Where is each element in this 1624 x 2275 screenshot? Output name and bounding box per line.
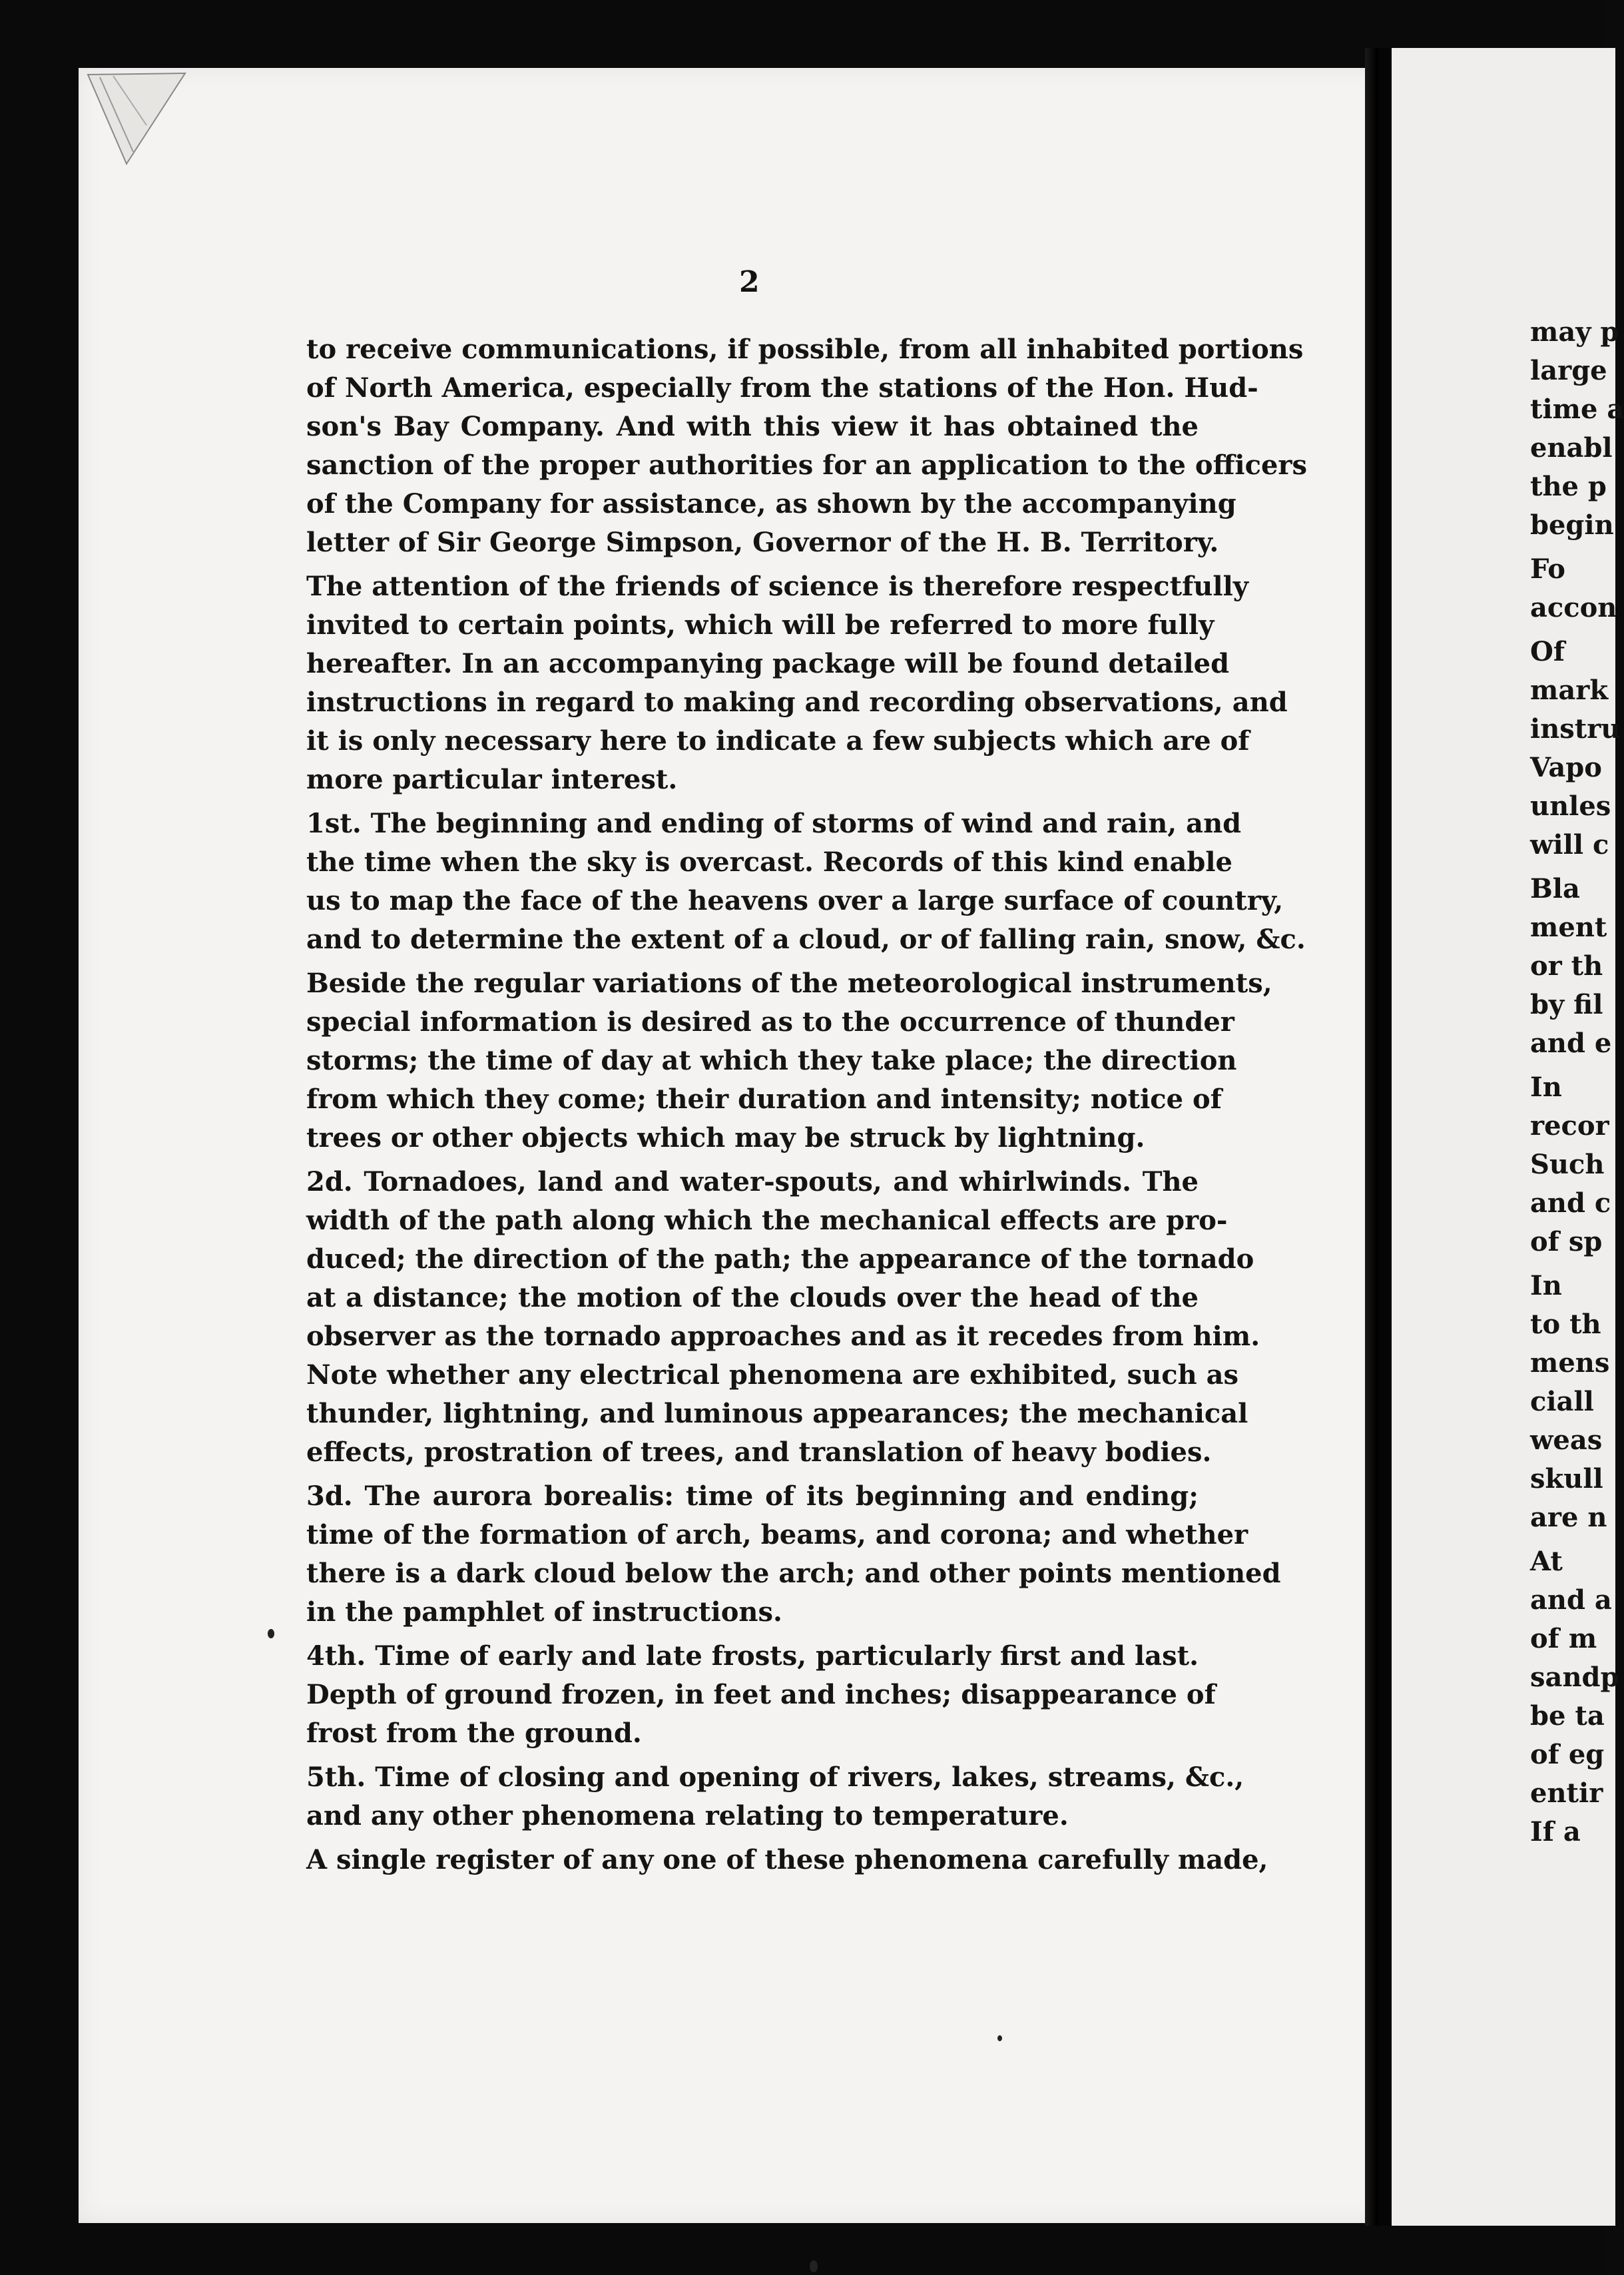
adjacent-text-fragment: to th — [1530, 1309, 1601, 1340]
text-line: 1st. The beginning and ending of storms of wind and rain, and — [306, 808, 1242, 839]
text-line: of North America, especially from the stations of the Hon. Hud- — [306, 372, 1258, 404]
text-line: of the Company for assistance, as shown by the accompanying — [306, 488, 1236, 519]
adjacent-text-fragment: instru — [1530, 713, 1621, 745]
text-line: Depth of ground frozen, in feet and inches; disappearance of — [306, 1679, 1216, 1710]
text-line: time of the formation of arch, beams, and corona; and whether — [306, 1519, 1248, 1550]
adjacent-text-fragment: of m — [1530, 1623, 1597, 1654]
text-line: frost from the ground. — [306, 1718, 642, 1749]
text-line: the time when the sky is overcast. Records of this kind enable — [306, 846, 1232, 878]
text-line: storms; the time of day at which they take place; the direction — [306, 1045, 1237, 1076]
adjacent-text-fragment: the p — [1530, 471, 1607, 502]
text-line: The attention of the friends of science is therefore respectfully — [306, 571, 1249, 602]
text-line: 2d. Tornadoes, land and water-spouts, and whirlwinds. The — [306, 1166, 1199, 1197]
text-line: from which they come; their duration and intensity; notice of — [306, 1084, 1222, 1115]
text-line: trees or other objects which may be struck by lightning. — [306, 1122, 1145, 1153]
adjacent-text-fragment: of eg — [1530, 1739, 1605, 1770]
text-line: special information is desired as to the occurrence of thunder — [306, 1006, 1234, 1038]
adjacent-text-fragment: and e — [1530, 1028, 1612, 1059]
text-line: there is a dark cloud below the arch; and other points mentioned — [306, 1558, 1281, 1589]
adjacent-text-fragment: by fil — [1530, 989, 1603, 1020]
text-line: invited to certain points, which will be referred to more fully — [306, 609, 1215, 641]
adjacent-text-fragment: are n — [1530, 1502, 1607, 1533]
text-line: at a distance; the motion of the clouds over the head of the — [306, 1282, 1199, 1313]
paragraph — [306, 964, 1272, 1157]
paragraph — [306, 1758, 1244, 1835]
adjacent-text-fragment: Such — [1530, 1149, 1605, 1180]
adjacent-text-fragment: Fo — [1530, 553, 1565, 585]
adjacent-text-fragment: begin — [1530, 509, 1614, 541]
text-line: more particular interest. — [306, 764, 678, 795]
adjacent-text-fragment: and c — [1530, 1187, 1611, 1219]
text-line: it is only necessary here to indicate a few subjects which are of — [306, 725, 1250, 757]
bleed-through-text — [333, 286, 1265, 320]
paragraph — [306, 1163, 1260, 1472]
text-line: 3d. The aurora borealis: time of its beginning and ending; — [306, 1480, 1199, 1512]
adjacent-text-fragment: large — [1530, 355, 1607, 386]
adjacent-text-fragment: or th — [1530, 950, 1603, 982]
adjacent-text-fragment: may p — [1530, 316, 1619, 348]
adjacent-text-fragment: ment — [1530, 912, 1607, 943]
paragraph — [306, 805, 1306, 959]
adjacent-text-fragment: be ta — [1530, 1700, 1605, 1732]
body-text — [306, 330, 1308, 1885]
text-line: duced; the direction of the path; the appearance of the tornado — [306, 1243, 1254, 1275]
adjacent-text-fragment: will c — [1530, 829, 1609, 860]
text-line: Beside the regular variations of the meteorological instruments, — [306, 968, 1272, 999]
text-line: in the pamphlet of instructions. — [306, 1596, 782, 1628]
paragraph — [306, 330, 1308, 562]
adjacent-text-fragment: sandp — [1530, 1662, 1619, 1693]
adjacent-text-fragment: and a — [1530, 1584, 1612, 1616]
text-line: effects, prostration of trees, and translation of heavy bodies. — [306, 1437, 1212, 1468]
adjacent-text-fragment: recor — [1530, 1110, 1609, 1141]
adjacent-text-fragment: If a — [1530, 1816, 1581, 1847]
adjacent-text-fragment: mark — [1530, 675, 1609, 706]
adjacent-text-fragment: unles — [1530, 791, 1611, 822]
text-line: instructions in regard to making and recording observations, and — [306, 687, 1288, 718]
adjacent-text-fragment: Of — [1530, 636, 1565, 667]
paragraph — [306, 1477, 1281, 1632]
adjacent-text-fragment: skull — [1530, 1463, 1603, 1494]
text-line: observer as the tornado approaches and as it recedes from him. — [306, 1321, 1260, 1352]
paragraph — [306, 1841, 1268, 1879]
text-line: son's Bay Company. And with this view it has obtained the — [306, 411, 1199, 442]
text-line: and any other phenomena relating to temperature. — [306, 1800, 1069, 1831]
paragraph — [306, 1637, 1216, 1753]
ink-speck — [997, 2035, 1002, 2041]
adjacent-text-fragment: enabl — [1530, 432, 1613, 464]
ink-speck — [810, 2260, 818, 2272]
adjacent-text-fragment: accon — [1530, 592, 1617, 623]
ink-speck — [268, 1629, 274, 1638]
adjacent-text-fragment: weas — [1530, 1425, 1603, 1456]
adjacent-text-fragment: In — [1530, 1072, 1562, 1103]
adjacent-text-fragment: Vapo — [1530, 752, 1602, 783]
text-line: 5th. Time of closing and opening of rivers, lakes, streams, &c., — [306, 1762, 1244, 1793]
adjacent-text-fragment: time a — [1530, 394, 1624, 425]
adjacent-text-fragment: At — [1530, 1546, 1563, 1577]
text-line: hereafter. In an accompanying package will be found detailed — [306, 648, 1230, 679]
text-line: sanction of the proper authorities for an application to the officers — [306, 450, 1308, 481]
text-line: letter of Sir George Simpson, Governor of the H. B. Territory. — [306, 527, 1219, 558]
text-line: Note whether any electrical phenomena are exhibited, such as — [306, 1359, 1239, 1391]
text-line: us to map the face of the heavens over a large surface of country, — [306, 885, 1284, 916]
adjacent-text-fragment: Bla — [1530, 873, 1580, 904]
text-line: to receive communications, if possible, from all inhabited portions — [306, 334, 1304, 365]
adjacent-text-fragment: entir — [1530, 1778, 1603, 1809]
adjacent-text-fragment: of sp — [1530, 1226, 1603, 1257]
text-line: 4th. Time of early and late frosts, particularly first and last. — [306, 1640, 1199, 1672]
text-line: A single register of any one of these phenomena carefully made, — [306, 1844, 1268, 1875]
adjacent-text-fragment: ciall — [1530, 1386, 1594, 1417]
page-corner-curl — [87, 72, 186, 165]
text-line: width of the path along which the mechanical effects are pro- — [306, 1205, 1228, 1236]
page-number: 2 — [739, 265, 760, 299]
adjacent-page-text — [1530, 313, 1624, 1857]
text-line: thunder, lightning, and luminous appearances; the mechanical — [306, 1398, 1248, 1429]
paragraph — [306, 567, 1288, 799]
adjacent-text-fragment: mens — [1530, 1347, 1610, 1379]
adjacent-text-fragment: In — [1530, 1270, 1562, 1301]
text-line: and to determine the extent of a cloud, or of falling rain, snow, &c. — [306, 924, 1306, 955]
